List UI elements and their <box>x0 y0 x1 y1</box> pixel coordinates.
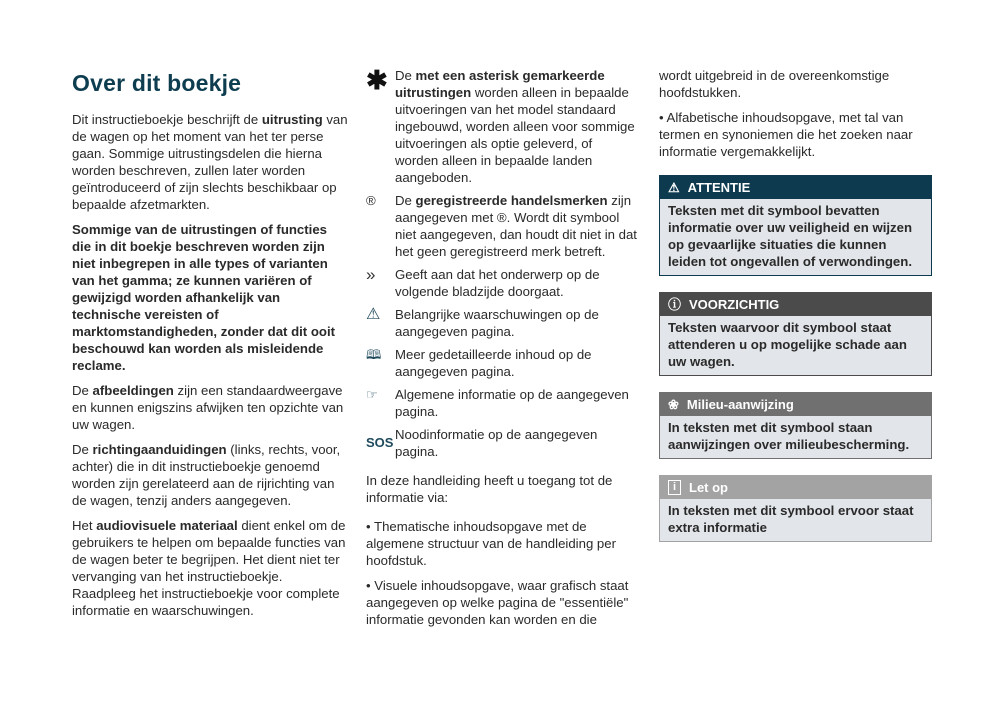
box-title: ATTENTIE <box>687 180 751 195</box>
bold-text: uitrusting <box>261 112 323 127</box>
column-3 <box>659 67 932 558</box>
asterisk-icon: ✱ <box>366 65 388 95</box>
paragraph <box>72 111 348 213</box>
symbol-legend-item <box>366 192 638 260</box>
sos-icon: SOS <box>366 435 394 450</box>
access-intro: In deze handleiding heeft u toegang tot de informatie via: <box>366 473 613 505</box>
symbol-legend-item <box>366 266 638 300</box>
text: Geeft aan dat het onderwerp op de volgende bladzijde doorgaat. <box>395 267 600 299</box>
flower-icon: ❀ <box>668 397 679 412</box>
box-text: In teksten met dit symbool ervoor staat extra informatie <box>660 499 931 541</box>
paragraph <box>72 221 348 374</box>
book-magnifier-icon: 🕮 <box>366 347 382 362</box>
book-pointer-icon: ☞ <box>366 387 378 402</box>
symbol-legend-item <box>366 306 638 340</box>
text: De <box>395 193 416 208</box>
info-icon: i <box>668 480 681 495</box>
box-title: Let op <box>689 480 728 495</box>
bold-text: audiovisuele materiaal <box>96 518 238 533</box>
bold-text: Sommige van de uitrustingen of functies die in dit boekje beschreven worden zijn niet inbegrepen in alle types of varianten van het gamma; ze kunnen variëren of gewijzigd worden afhankelijk van technische vereisten of marktomstandigheden, zonder dat dit ooit beschouwd kan worden als misleidende reclame. <box>72 222 336 373</box>
text: Noodinformatie op de aangegeven pagina. <box>395 427 598 459</box>
bold-text: geregistreerde handelsmerken <box>415 193 608 208</box>
environment-box <box>659 392 932 459</box>
access-item: • Thematische inhoudsopgave met de algemene structuur van de handleiding per hoofdstuk. <box>366 519 616 568</box>
access-item: • Alfabetische inhoudsopgave, met tal van termen en synoniemen die het zoeken naar informatie vergemakkelijkt. <box>659 110 913 159</box>
note-box <box>659 475 932 542</box>
paragraph <box>72 382 348 433</box>
bold-text: met een asterisk gemarkeerde uitrustingen <box>395 68 605 100</box>
symbol-legend-item <box>366 346 638 380</box>
text: van de wagen op het moment van het ter perse gaan. Sommige uitrustingsdelen die hierna worden beschreven, zullen later worden geïntroduceerd of zijn slechts beschikbaar op bepaalde afzetmarkten. <box>72 112 348 212</box>
text: zijn een standaardweergave en kunnen enigszins afwijken ten opzichte van uw wagen. <box>72 383 344 432</box>
text: (links, rechts, voor, achter) die in dit instructieboekje genoemd worden zijn gerelateerd aan de rijrichting van de wagen, tenzij anders aangegeven. <box>72 442 341 508</box>
attention-box <box>659 175 932 276</box>
registered-icon: ® <box>366 193 376 208</box>
box-title: Milieu-aanwijzing <box>686 397 794 412</box>
paragraph <box>72 517 348 619</box>
paragraph <box>72 441 348 509</box>
access-item-continued: wordt uitgebreid in de overeenkomstige hoofdstukken. <box>659 68 890 100</box>
caution-box <box>659 292 932 376</box>
text: Dit instructieboekje beschrijft de <box>72 112 262 127</box>
text: Algemene informatie op de aangegeven pagina. <box>395 387 629 419</box>
bold-text: richtingaanduidingen <box>92 442 227 457</box>
symbol-legend-item <box>366 426 638 460</box>
text: worden alleen in bepaalde uitvoeringen van het model standaard ingebouwd, worden alleen voor sommige uitvoeringen als optie geleverd, of worden alleen in bepaalde landen aangeboden. <box>395 85 635 185</box>
warning-triangle-icon: ⚠ <box>366 306 381 323</box>
text: De <box>395 68 416 83</box>
text: dient enkel om de gebruikers te helpen om bepaalde functies van de wagen beter te begrijpen. Het dient niet ter vervanging van het instructieboekje. Raadpleeg het instructieboekje voor complete informatie en waarschuwingen. <box>72 518 346 618</box>
column-1 <box>72 111 348 627</box>
symbol-legend-item <box>366 67 638 186</box>
box-title: VOORZICHTIG <box>689 297 780 312</box>
access-item: • Visuele inhoudsopgave, waar grafisch staat aangegeven op welke pagina de "essentiële" informatie gevonden kan worden en die <box>366 578 629 627</box>
symbol-legend-item <box>366 386 638 420</box>
text: Het <box>72 518 97 533</box>
double-chevron-right-icon: » <box>366 265 376 284</box>
text: De <box>72 383 93 398</box>
page-title: Over dit boekje <box>72 70 242 96</box>
text: De <box>72 442 93 457</box>
warning-triangle-icon: ⚠ <box>668 180 680 195</box>
bold-text: afbeeldingen <box>92 383 174 398</box>
text: Belangrijke waarschuwingen op de aangegeven pagina. <box>395 307 599 339</box>
box-text: In teksten met dit symbool staan aanwijzingen over milieubescherming. <box>660 416 931 458</box>
box-text: Teksten met dit symbool bevatten informatie over uw veiligheid en wijzen op gevaarlijke situaties die kunnen leiden tot ongevallen of verwondingen. <box>660 199 931 275</box>
exclamation-circle-icon: ⓘ <box>668 297 682 312</box>
text: Meer gedetailleerde inhoud op de aangegeven pagina. <box>395 347 592 379</box>
text: zijn aangegeven met ®. Wordt dit symbool niet aangegeven, dan houdt dit niet in dat het geen geregistreerd merk betreft. <box>395 193 637 259</box>
column-2 <box>366 67 638 636</box>
box-text: Teksten waarvoor dit symbool staat attenderen u op mogelijke schade aan uw wagen. <box>660 316 931 375</box>
